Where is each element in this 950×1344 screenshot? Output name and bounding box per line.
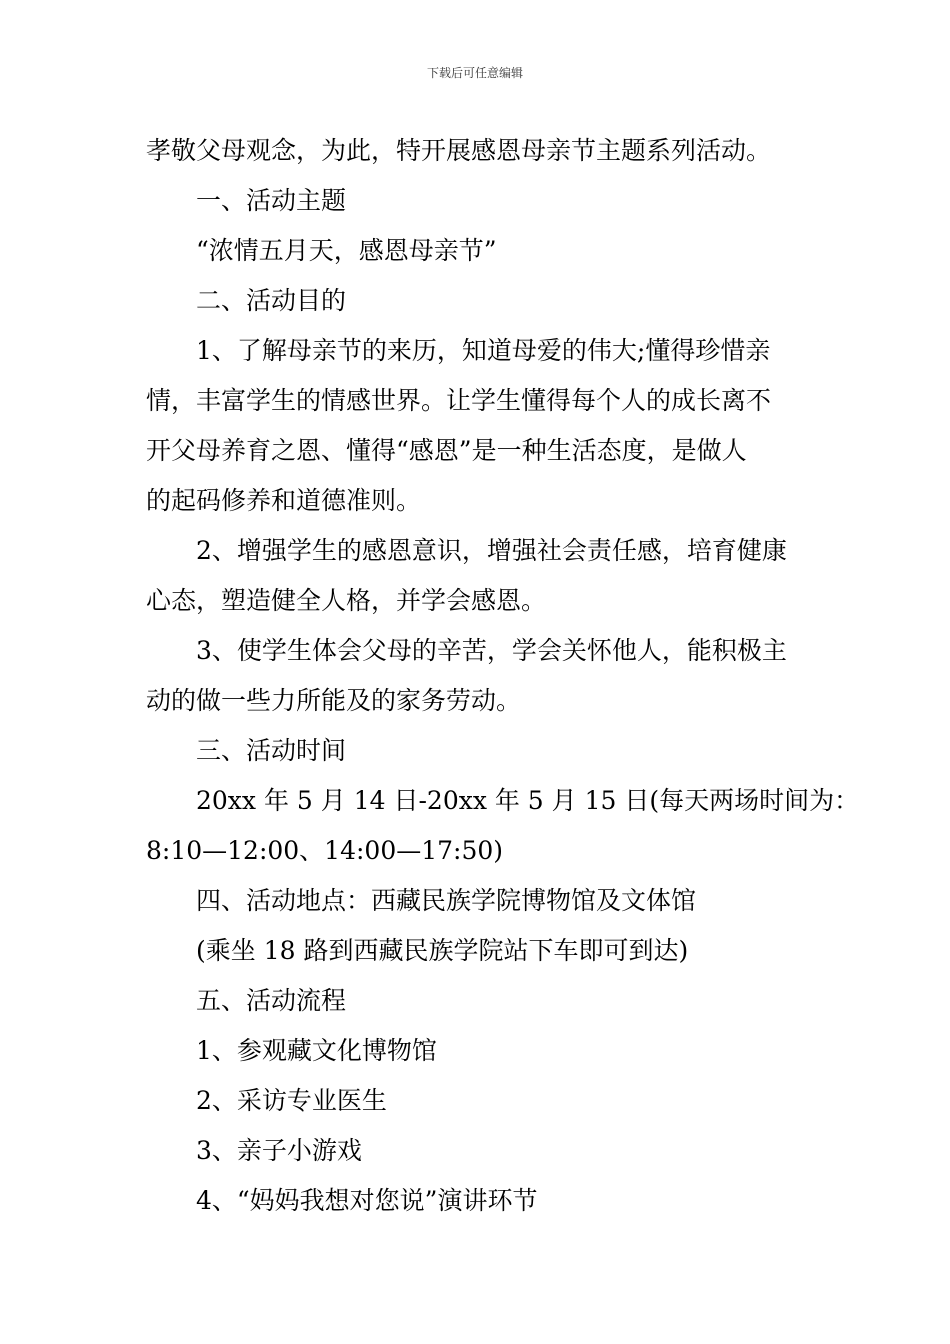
section-heading-purpose: 二、活动目的	[196, 286, 347, 315]
list-item: 1、参观藏文化博物馆	[196, 1036, 437, 1065]
text-line: 20xx 年 5 月 14 日-20xx 年 5 月 15 日(每天两场时间为：	[196, 786, 860, 815]
section-heading-process: 五、活动流程	[196, 986, 347, 1015]
text-line: 心态，塑造健全人格，并学会感恩。	[146, 586, 547, 615]
list-item: 4、“妈妈我想对您说”演讲环节	[196, 1186, 538, 1215]
text-line: 8:10—12:00、14:00—17:50)	[146, 836, 504, 865]
theme-slogan: “浓情五月天，感恩母亲节”	[196, 236, 497, 265]
list-item: 3、亲子小游戏	[196, 1136, 362, 1165]
text-line: 的起码修养和道德准则。	[146, 486, 422, 515]
section-heading-location: 四、活动地点：西藏民族学院博物馆及文体馆	[196, 886, 697, 915]
text-line: 2、增强学生的感恩意识，增强社会责任感，培育健康	[196, 536, 787, 565]
text-line: 3、使学生体会父母的辛苦，学会关怀他人，能积极主	[196, 636, 787, 665]
section-heading-time: 三、活动时间	[196, 736, 347, 765]
page-header-note: 下载后可任意编辑	[426, 66, 523, 80]
text-line: 动的做一些力所能及的家务劳动。	[146, 686, 522, 715]
list-item: 2、采访专业医生	[196, 1086, 387, 1115]
text-line: 孝敬父母观念，为此，特开展感恩母亲节主题系列活动。	[146, 136, 772, 165]
text-line: (乘坐 18 路到西藏民族学院站下车即可到达)	[196, 936, 689, 965]
section-heading-theme: 一、活动主题	[196, 186, 347, 215]
document-body	[146, 126, 860, 1226]
text-line: 开父母养育之恩、懂得“感恩”是一种生活态度，是做人	[146, 436, 747, 465]
text-line: 1、了解母亲节的来历，知道母爱的伟大;懂得珍惜亲	[196, 336, 771, 365]
text-line: 情，丰富学生的情感世界。让学生懂得每个人的成长离不	[146, 386, 772, 415]
